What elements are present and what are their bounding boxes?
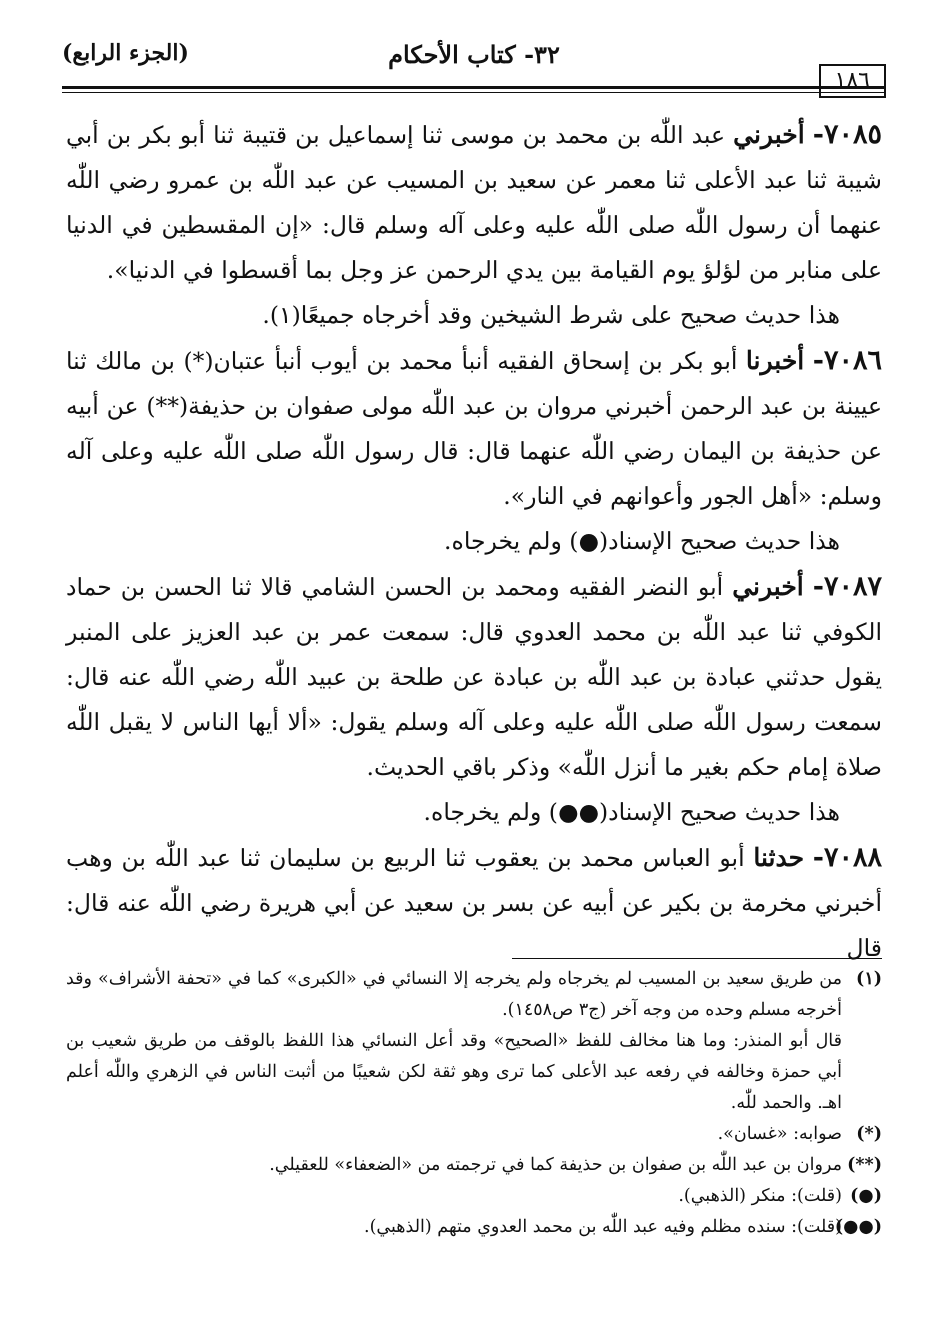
hadith-verdict: هذا حديث صحيح على شرط الشيخين وقد أخرجاه جميعًا(١). [262,301,840,329]
book-title: ٣٢- كتاب الأحكام [388,40,560,69]
footnote-mark: (*) [856,1124,882,1144]
footnote-text: صوابه: «غسان». [717,1124,842,1144]
hadith-7087 [66,564,882,790]
header-rule [62,86,886,93]
running-header [62,38,886,93]
page-number-box: ١٨٦ [819,64,886,98]
footnote-text: (قلت): سنده مظلم وفيه عبد اللّٰه بن محمد العدوي متهم (الذهبي). [364,1217,842,1237]
footnote-mark: (●) [850,1186,882,1206]
footnote-mark: (**) [847,1155,882,1175]
footnote [66,1181,882,1212]
hadith-lead-word: أخبرني [732,572,804,601]
footnote-mark: (●●) [834,1217,882,1237]
footnote-text: (قلت): منكر (الذهبي). [678,1186,842,1206]
hadith-number: ٧٠٨٦- [812,345,882,376]
hadith-number: ٧٠٨٥- [812,119,882,150]
main-text [66,112,882,971]
hadith-7085 [66,112,882,293]
hadith-text: أبو النضر الفقيه ومحمد بن الحسن الشامي قالا ثنا الحسن بن حماد الكوفي ثنا عبد اللّٰه بن محمد العدوي قال: سمعت عمر بن عبد العزيز على المنبر يقول حدثني عبادة بن عبد اللّٰه بن عبادة عن طلحة بن عبيد اللّٰه رضي اللّٰه عنه قال: سمعت رسول اللّٰه صلى اللّٰه عليه وعلى آله وسلم يقول: «ألا أيها الناس لا يقبل اللّٰه صلاة إمام حكم بغير ما أنزل اللّٰه» وذكر باقي الحديث. [66,573,882,781]
footnote-text: مروان بن عبد اللّٰه بن صفوان بن حذيفة كما في ترجمته من «الضعفاء» للعقيلي. [269,1155,842,1175]
hadith-number: ٧٠٨٧- [812,571,882,602]
hadith-text: أبو العباس محمد بن يعقوب ثنا الربيع بن سليمان ثنا عبد اللّٰه بن وهب أخبرني مخرمة بن بكير عن أبيه عن بسر بن سعيد عن أبي هريرة رضي اللّٰه عنه قال: قال [66,844,882,962]
hadith-lead-word: حدثنا [753,843,805,872]
hadith-lead-word: أخبرني [733,120,805,149]
footnote-text: من طريق سعيد بن المسيب لم يخرجاه ولم يخرجه إلا النسائي في «الكبرى» كما في «تحفة الأشراف» وقد أخرجه مسلم وحده من وجه آخر (ج٣ ص١٤٥٨). [66,969,842,1020]
footnote-continuation: قال أبو المنذر: وما هنا مخالف للفظ «الصحيح» وقد أعل النسائي هذا اللفظ بالوقف من طريق شعيب بن أبي حمزة وخالفه في رفعه عبد الأعلى كما ترى وهو ثقة لكن شعيبًا من أثبت الناس في الزهري واللّٰه أعلم اهـ. والحمد للّٰه. [66,1031,842,1113]
footnote [66,964,882,1026]
hadith-7088 [66,835,882,971]
hadith-7086 [66,338,882,519]
hadith-verdict: هذا حديث صحيح الإسناد(●●) ولم يخرجاه. [423,798,840,826]
footnote [66,1119,882,1150]
footnote [66,1150,882,1181]
volume-part: (الجزء الرابع) [62,40,189,66]
hadith-text: عبد اللّٰه بن محمد بن موسى ثنا إسماعيل بن قتيبة ثنا أبو بكر بن أبي شيبة ثنا عبد الأعلى ثنا معمر عن سعيد بن المسيب عن عبد اللّٰه بن عمرو رضي اللّٰه عنهما أن رسول اللّٰه صلى اللّٰه عليه وعلى آله وسلم قال: «إن المقسطين في الدنيا على منابر من لؤلؤ يوم القيامة بين يدي الرحمن عز وجل بما أقسطوا في الدنيا». [66,121,882,284]
footnote-separator [512,958,882,959]
hadith-text: أبو بكر بن إسحاق الفقيه أنبأ محمد بن أيوب أنبأ عتبان(*) بن مالك ثنا عيينة بن عبد الرحمن أخبرني مروان بن عبد اللّٰه مولى صفوان بن حذيفة(**) عن أبيه عن حذيفة بن اليمان رضي اللّٰه عنهما قال: قال رسول اللّٰه صلى اللّٰه عليه وعلى آله وسلم: «أهل الجور وأعوانهم في النار». [66,347,882,510]
footnotes [66,964,882,1243]
footnote [66,1212,882,1243]
footnote-mark: (١) [856,969,882,989]
hadith-verdict: هذا حديث صحيح الإسناد(●) ولم يخرجاه. [444,527,840,555]
hadith-number: ٧٠٨٨- [812,842,882,873]
hadith-lead-word: أخبرنا [745,346,805,375]
